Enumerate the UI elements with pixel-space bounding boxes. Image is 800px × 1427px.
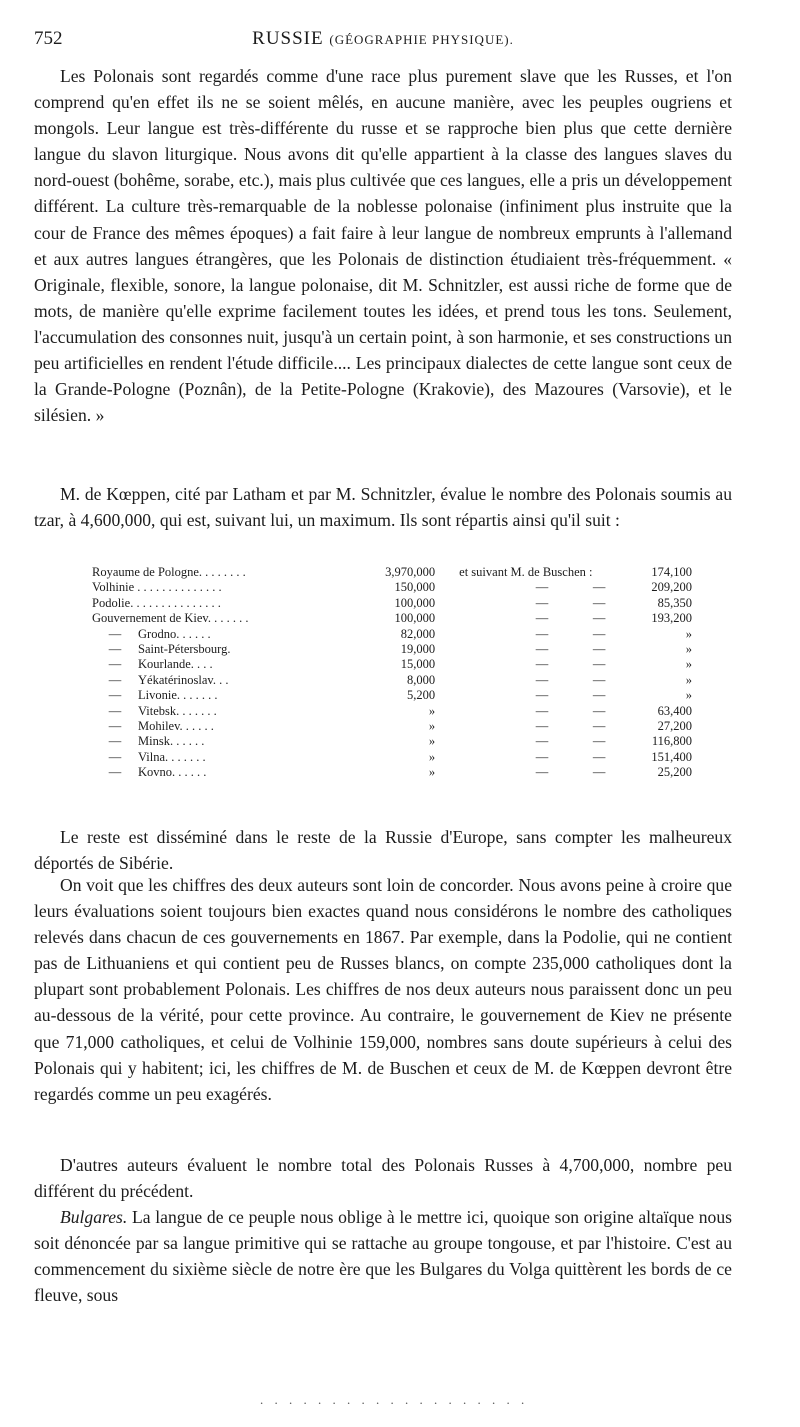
page-header	[34, 28, 732, 58]
ditto-dash: —	[592, 672, 606, 687]
table-row	[92, 750, 692, 765]
koeppen-value: »	[428, 703, 436, 718]
paragraph-koeppen-estimate	[34, 481, 732, 539]
spacer-cell	[459, 688, 513, 703]
table-row	[92, 596, 692, 611]
region-name	[92, 627, 363, 642]
paragraph-polish-language	[34, 63, 732, 533]
ditto-dash: —	[108, 626, 122, 641]
ditto-dash: —	[535, 641, 549, 656]
spacer-cell	[459, 657, 513, 672]
ditto-dash: —	[592, 611, 606, 626]
koeppen-value: 15,000	[400, 657, 436, 672]
ditto-dash: —	[592, 626, 606, 641]
table-row	[92, 611, 692, 626]
buschen-value: 116,800	[651, 734, 692, 749]
region-label: Saint-Pétersbourg.	[138, 641, 231, 656]
region-label: Yékatérinoslav. . .	[138, 672, 229, 687]
region-name	[92, 642, 363, 657]
region-name	[92, 596, 363, 611]
running-title	[34, 28, 732, 50]
paragraph-text: La langue de ce peuple nous oblige à le mettre ici, quoique son origine altaïque nous soit dénoncée par sa langue primitive qui se rattache au groupe tongouse, et par l'histoire. C'est au commencement du sixième siècle de notre ère que les Bulgares du Volga quittèrent les bords de ce fleuve, sous	[34, 1207, 732, 1306]
footer-marks: . . . . . . . . . . . . . . . . . . .	[260, 1392, 529, 1407]
region-name	[92, 765, 363, 780]
paragraph-bulgarians	[34, 1204, 732, 1334]
region-label: Kovno. . . . . .	[138, 765, 207, 780]
koeppen-value: 3,970,000	[385, 565, 436, 579]
region-label: Kourlande. . . .	[138, 657, 213, 672]
ditto-dash: —	[535, 703, 549, 718]
region-name	[92, 734, 363, 749]
region-label: Volhinie . . . . . . . . . . . . . .	[92, 580, 222, 595]
buschen-value: »	[685, 641, 692, 656]
buschen-value: 63,400	[657, 703, 692, 718]
ditto-dash: —	[108, 718, 122, 733]
ditto-dash: —	[535, 595, 549, 610]
region-label: Minsk. . . . . .	[138, 734, 205, 749]
paragraph-discrepancy	[34, 872, 732, 1152]
koeppen-value: 100,000	[394, 595, 436, 610]
ditto-dash: —	[108, 641, 122, 656]
ditto-dash: —	[535, 734, 549, 749]
region-label: Podolie. . . . . . . . . . . . . . .	[92, 595, 221, 610]
region-name	[92, 673, 363, 688]
ditto-dash: —	[108, 734, 122, 749]
region-label: Vilna. . . . . . .	[138, 749, 206, 764]
region-name	[92, 750, 363, 765]
region-name	[92, 580, 363, 595]
ditto-dash: —	[535, 626, 549, 641]
ditto-dash: —	[108, 765, 122, 780]
ditto-dash: —	[108, 703, 122, 718]
ditto-dash: —	[592, 734, 606, 749]
buschen-value: 174,100	[651, 565, 692, 579]
koeppen-value: 5,200	[407, 688, 436, 703]
region-label: Vitebsk. . . . . . .	[138, 703, 217, 718]
koeppen-value: 100,000	[394, 611, 436, 626]
paragraph-text: Le reste est disséminé dans le reste de la Russie d'Europe, sans compter les malheureux déportés de Sibérie.	[34, 827, 732, 874]
koeppen-value: 82,000	[400, 626, 436, 641]
table-row	[92, 719, 692, 734]
paragraph-text: D'autres auteurs évaluent le nombre total des Polonais Russes à 4,700,000, nombre peu différent du précédent.	[34, 1155, 732, 1202]
ditto-dash: —	[535, 580, 549, 595]
ditto-dash: —	[592, 657, 606, 672]
ditto-dash: —	[535, 765, 549, 780]
ditto-dash: —	[592, 718, 606, 733]
spacer-cell	[459, 596, 513, 611]
koeppen-value: »	[428, 734, 436, 749]
spacer-cell	[459, 704, 513, 719]
buschen-note: et suivant M. de Buschen :	[459, 565, 593, 579]
region-name	[92, 688, 363, 703]
ditto-dash: —	[535, 718, 549, 733]
region-name	[92, 565, 363, 580]
section-lead-bulgares: Bulgares.	[60, 1207, 128, 1227]
region-label: Royaume de Pologne. . . . . . . .	[92, 565, 246, 579]
spacer-cell	[459, 734, 513, 749]
ditto-dash: —	[592, 688, 606, 703]
region-name	[92, 657, 363, 672]
running-title-main: RUSSIE	[252, 28, 324, 49]
ditto-dash: —	[535, 657, 549, 672]
ditto-dash: —	[108, 749, 122, 764]
paragraph-text: Les Polonais sont regardés comme d'une race plus purement slave que les Russes, et l'on comprend qu'en effet ils ne se soient mêlés, en aucune manière, avec les peuples ougriens et mongols. Leur langue est très-différente du russe et se rapproche bien plus que cette dernière langue du slavon liturgique. Nous avons dit qu'elle appartient à la classe des langues slaves du nord-ouest (bohême, sorabe, etc.), mais plus cultivée que ces langues, elle a pris un développement différent. La culture très-remarquable de la noblesse polonaise (infiniment plus instruite que la cour de France des mêmes époques) a fait faire à leur langue de nombreux emprunts à l'allemand et aux autres langues étrangères, que les Polonais de distinction étudiaient très-fréquemment. « Originale, flexible, sonore, la langue polonaise, dit M. Schnitzler, est aussi riche de forme que de mots, de manière qu'elle exprime facilement toutes les idées, et prend tous les tons. Seulement, l'accumulation des consonnes nuit, jusqu'à un certain point, à son harmonie, et ses constructions un peu artificielles en rendent l'étude difficile.... Les principaux dialectes de cette langue sont ceux de la Grande-Pologne (Poznân), de la Petite-Pologne (Krakovie), des Mazoures (Varsovie), et le silésien. »	[34, 66, 732, 426]
buschen-value: 193,200	[651, 611, 692, 626]
paragraph-text: M. de Kœppen, cité par Latham et par M. Schnitzler, évalue le nombre des Polonais soumis au tzar, à 4,600,000, qui est, suivant lui, un maximum. Ils sont répartis ainsi qu'il suit :	[34, 484, 732, 531]
table-row	[92, 704, 692, 719]
table-row	[92, 688, 692, 703]
region-name	[92, 719, 363, 734]
spacer-cell	[459, 750, 513, 765]
koeppen-value: »	[428, 749, 436, 764]
ditto-dash: —	[108, 688, 122, 703]
region-label: Gouvernement de Kiev. . . . . . .	[92, 611, 249, 626]
ditto-dash: —	[535, 611, 549, 626]
ditto-dash: —	[592, 580, 606, 595]
buschen-value: »	[685, 657, 692, 672]
koeppen-value: 150,000	[394, 580, 436, 595]
spacer-cell	[459, 611, 513, 626]
spacer-cell	[459, 580, 513, 595]
spacer-cell	[459, 673, 513, 688]
page-number: 752	[34, 28, 63, 49]
ditto-dash: —	[592, 641, 606, 656]
ditto-dash: —	[108, 657, 122, 672]
koeppen-value: »	[428, 765, 436, 780]
buschen-value: 27,200	[657, 718, 692, 733]
paragraph-text: On voit que les chiffres des deux auteurs sont loin de concorder. Nous avons peine à croire que leurs évaluations soient toujours bien exactes quand nous considérons le nombre des catholiques relevés dans chacun de ces gouvernements en 1867. Par exemple, dans la Podolie, qui ne contient pas de Lithuaniens et qui contient peu de Russes blancs, on compte 235,000 catholiques dont la plupart sont probablement Polonais. Les chiffres de nos deux auteurs nous paraissent donc un peu au-dessous de la vérité, pour cette province. Au contraire, le gouvernement de Kiev ne présente que 71,000 catholiques, et celui de Volhinie 159,000, nombres sans doute supérieurs à celui des Polonais qui y habitent; ici, les chiffres de M. de Buschen et ceux de M. de Kœppen devront être regardés comme un peu exagérés.	[34, 875, 732, 1104]
table-row	[92, 642, 692, 657]
buschen-value: 151,400	[651, 749, 692, 764]
ditto-dash: —	[592, 749, 606, 764]
buschen-value: 25,200	[657, 765, 692, 780]
table-row	[92, 734, 692, 749]
region-label: Livonie. . . . . . .	[138, 688, 218, 703]
ditto-dash: —	[535, 672, 549, 687]
buschen-value: »	[685, 688, 692, 703]
koeppen-value: 19,000	[400, 641, 436, 656]
table-row	[92, 580, 692, 595]
ditto-dash: —	[592, 765, 606, 780]
paragraph-other-authors	[34, 1152, 732, 1208]
ditto-dash: —	[592, 595, 606, 610]
table-row	[92, 565, 692, 580]
ditto-dash: —	[108, 672, 122, 687]
population-table	[92, 565, 692, 780]
buschen-value: 85,350	[657, 595, 692, 610]
table-row	[92, 627, 692, 642]
region-label: Mohilev. . . . . .	[138, 718, 214, 733]
buschen-value: »	[685, 672, 692, 687]
buschen-value: 209,200	[651, 580, 692, 595]
table-row	[92, 765, 692, 780]
ditto-dash: —	[535, 688, 549, 703]
region-name	[92, 611, 363, 626]
spacer-cell	[459, 719, 513, 734]
running-title-sub: (GÉOGRAPHIE PHYSIQUE).	[329, 32, 514, 47]
buschen-value: »	[685, 626, 692, 641]
region-name	[92, 704, 363, 719]
koeppen-value: »	[428, 718, 436, 733]
table-row	[92, 657, 692, 672]
koeppen-value: 8,000	[407, 672, 436, 687]
spacer-cell	[459, 627, 513, 642]
spacer-cell	[459, 765, 513, 780]
spacer-cell	[459, 642, 513, 657]
region-label: Grodno. . . . . .	[138, 626, 211, 641]
table-row	[92, 673, 692, 688]
ditto-dash: —	[592, 703, 606, 718]
ditto-dash: —	[535, 749, 549, 764]
